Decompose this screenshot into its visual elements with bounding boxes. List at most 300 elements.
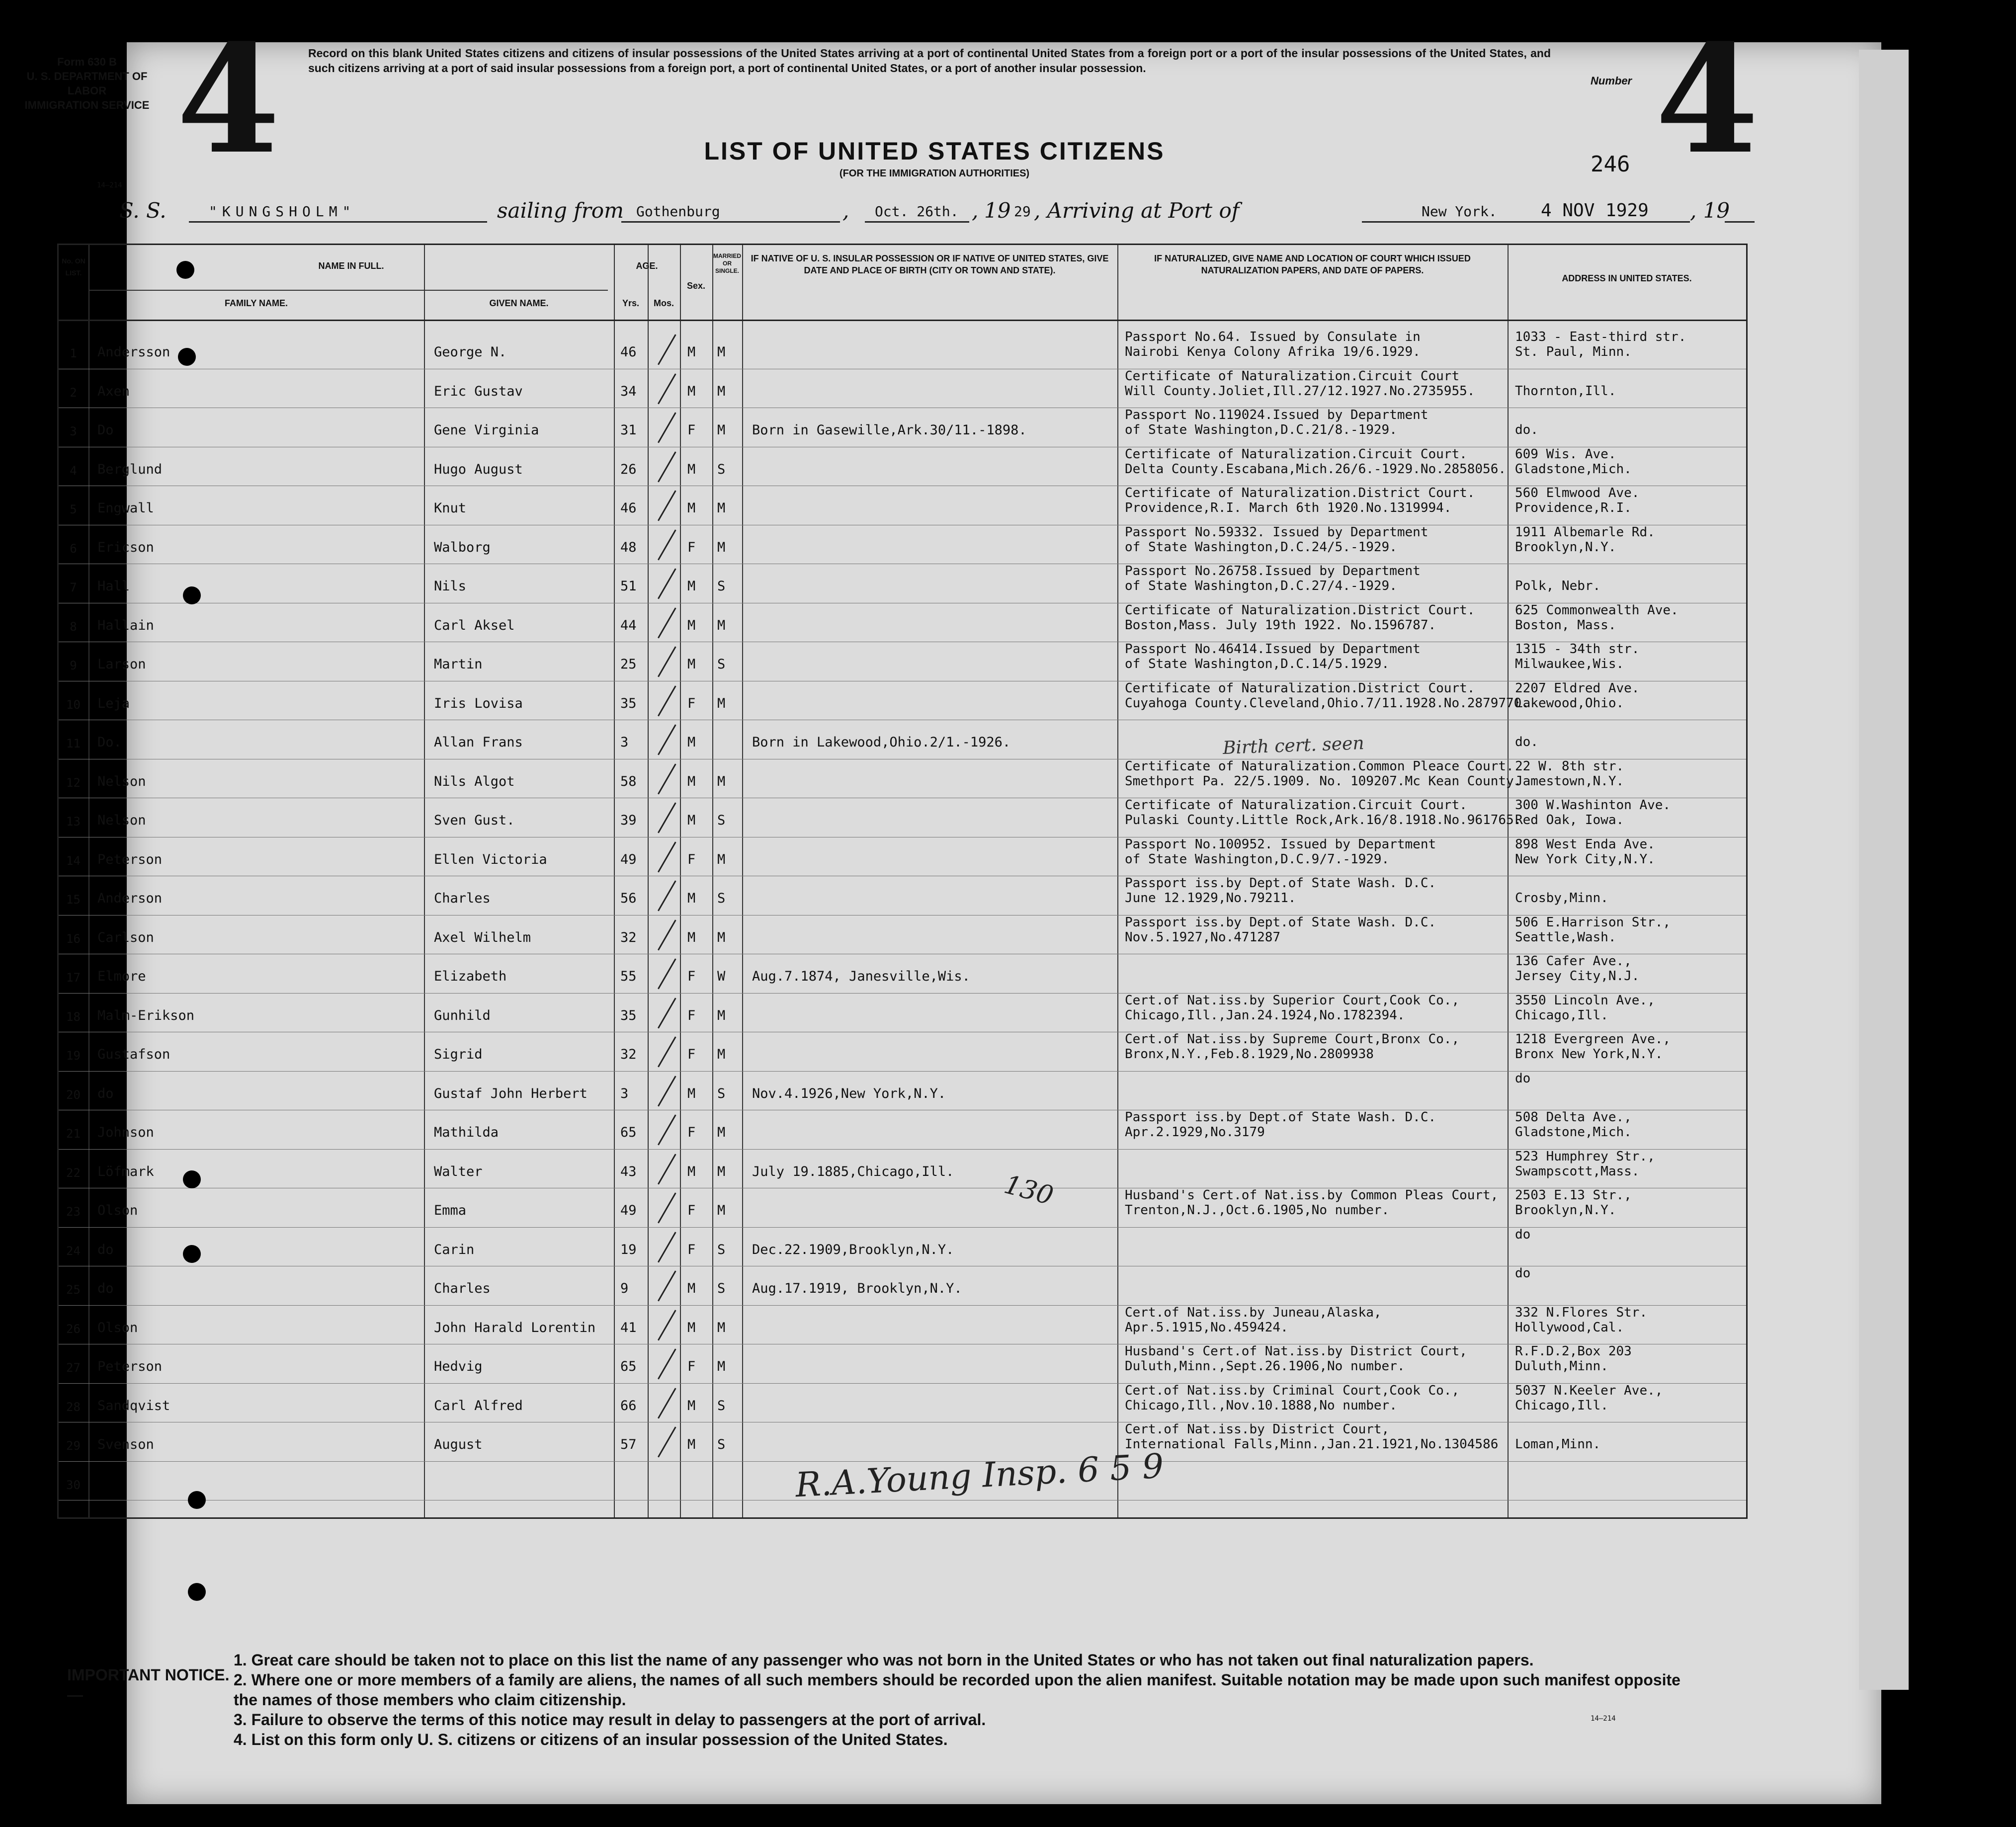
col-name-in-full: NAME IN FULL. <box>318 261 384 271</box>
cell-family: do <box>97 1242 114 1257</box>
cell-ms: M <box>717 1203 726 1218</box>
col-birth: IF NATIVE OF U. S. INSULAR POSSESSION OR IF NATIVE OF UNITED STATES, GIVE DATE AND PLACE OF BIRTH (CITY OR TOWN AND STATE). <box>751 253 1109 275</box>
cell-sex: M <box>687 461 696 477</box>
cell-given: Ellen Victoria <box>434 851 547 867</box>
cell-birth: Nov.4.1926,New York,N.Y. <box>752 1085 946 1101</box>
cell-family: Anderson <box>97 891 163 906</box>
record-instructions: Record on this blank United States citizens and citizens of insular possessions of the United States arriving at a port of continental United States from a foreign port or a port of the insular possessions of the United States, and such citizens arriving at a port of said insular possessions from a foreign port, a port of continental United States, or a port of another insular possession. <box>308 47 1551 75</box>
cell-naturalization: Cert.of Nat.iss.by Criminal Court,Cook Co., <box>1125 1383 1460 1398</box>
service-name: IMMIGRATION SERVICE <box>24 99 150 111</box>
cell-family: do <box>97 1281 114 1296</box>
cell-ms: S <box>717 657 726 672</box>
check-mark <box>658 880 676 911</box>
cell-naturalization: Passport iss.by Dept.of State Wash. D.C. <box>1125 1110 1436 1125</box>
cell-family: Malm-Erikson <box>97 1007 195 1023</box>
notice-heading: IMPORTANT NOTICE.— <box>67 1666 230 1704</box>
cell-sex: M <box>687 813 696 828</box>
cell-sex: M <box>687 929 696 945</box>
cell-naturalization: Chicago,Ill.,Nov.10.1888,No number. <box>1125 1398 1397 1413</box>
cell-ms: M <box>717 929 726 945</box>
row-rule <box>59 1383 1746 1384</box>
cell-address: Swampscott,Mass. <box>1515 1163 1640 1179</box>
notice-item-4: 4. List on this form only U. S. citizens or citizens of an insular possession of the United States. <box>234 1731 948 1748</box>
row-number: 15 <box>66 893 81 907</box>
punch-hole <box>183 586 201 604</box>
cell-address: 2503 E.13 Str., <box>1515 1188 1632 1203</box>
row-number: 11 <box>66 737 81 750</box>
notice-item-1: 1. Great care should be taken not to place on this list the name of any passenger who was not born in the United States or who has not taken out final naturalization papers. <box>234 1651 1534 1669</box>
punch-hole <box>176 261 194 279</box>
cell-given: Carl Alfred <box>434 1398 523 1413</box>
cell-address: Gladstone,Mich. <box>1515 461 1632 477</box>
cell-yrs: 41 <box>620 1320 637 1335</box>
cell-sex: M <box>687 1320 696 1335</box>
cell-sex: M <box>687 891 696 906</box>
cell-address: do <box>1515 1071 1531 1086</box>
cell-yrs: 35 <box>620 1007 637 1023</box>
cell-sex: F <box>687 422 696 438</box>
cell-sex: M <box>687 1398 696 1413</box>
cell-naturalization: Certificate of Naturalization.District Court. <box>1125 486 1475 500</box>
cell-birth: Born in Gasewille,Ark.30/11.-1898. <box>752 422 1027 438</box>
number-label: Number <box>1591 75 1632 87</box>
check-mark <box>658 334 676 365</box>
cell-yrs: 49 <box>620 1203 637 1218</box>
row-number: 28 <box>66 1400 81 1414</box>
form-number: Form 630 B <box>57 56 117 68</box>
cell-family: Axen <box>97 383 130 399</box>
cell-address: Seattle,Wash. <box>1515 929 1616 945</box>
cell-address: do. <box>1515 422 1538 437</box>
cell-naturalization: International Falls,Minn.,Jan.21.1921,No.1304586 <box>1125 1437 1499 1452</box>
col-sex: Sex. <box>686 281 706 291</box>
big-number-left: 4 <box>176 11 280 187</box>
cell-yrs: 9 <box>620 1281 629 1296</box>
handwritten-birth-cert-note: Birth cert. seen <box>1222 733 1365 758</box>
from-port: Gothenburg <box>636 203 720 220</box>
ship-name: "KUNGSHOLM" <box>209 203 356 220</box>
cell-yrs: 65 <box>620 1359 637 1374</box>
cell-ms: S <box>717 813 726 828</box>
form-code: 14—214 <box>97 181 122 189</box>
cell-address: 508 Delta Ave., <box>1515 1110 1632 1125</box>
cell-yrs: 44 <box>620 617 637 633</box>
cell-family: Nelson <box>97 773 146 789</box>
page-edge <box>1859 50 1909 1690</box>
cell-naturalization: Cuyahoga County.Cleveland,Ohio.7/11.1928.No.2879770. <box>1125 695 1529 711</box>
page-subtitle: (FOR THE IMMIGRATION AUTHORITIES) <box>839 168 1030 179</box>
cell-naturalization: Nov.5.1927,No.471287 <box>1125 929 1281 945</box>
cell-address: Bronx New York,N.Y. <box>1515 1047 1663 1062</box>
cell-naturalization: Smethport Pa. 22/5.1909. No. 109207.Mc Kean County. <box>1125 773 1522 789</box>
cell-address: Chicago,Ill. <box>1515 1007 1608 1023</box>
ss-label: S. S. <box>119 198 167 223</box>
check-mark <box>658 997 676 1028</box>
form-identification <box>20 55 154 112</box>
check-mark <box>658 412 676 443</box>
cell-ms: M <box>717 851 726 867</box>
cell-family: Carlson <box>97 929 154 945</box>
cell-address: 560 Elmwood Ave. <box>1515 486 1640 500</box>
cell-family: Olson <box>97 1203 138 1218</box>
big-number-right: 4 <box>1655 11 1759 187</box>
cell-sex: F <box>687 1007 696 1023</box>
row-number: 1 <box>70 346 77 360</box>
cell-given: Eric Gustav <box>434 383 523 399</box>
cell-address: Loman,Minn. <box>1515 1437 1601 1452</box>
row-number: 13 <box>66 815 81 829</box>
cell-sex: M <box>687 773 696 789</box>
cell-ms: M <box>717 500 726 516</box>
cell-given: Nils <box>434 579 467 594</box>
cell-given: Emma <box>434 1203 467 1218</box>
row-number: 16 <box>66 931 81 946</box>
cell-given: Iris Lovisa <box>434 695 523 711</box>
check-mark <box>658 1036 676 1067</box>
check-mark <box>658 568 676 599</box>
notice-item-2: 2. Where one or more members of a family are aliens, the names of all such members should be recorded upon the alien manifest. Suitable notation may be made upon such manifest opposite the names of those members who claim citizenship. <box>234 1671 1680 1709</box>
cell-address: 1911 Albemarle Rd. <box>1515 524 1655 540</box>
cell-family: Peterson <box>97 851 163 867</box>
cell-naturalization: June 12.1929,No.79211. <box>1125 891 1296 906</box>
punch-hole <box>188 1491 206 1509</box>
cell-ms: W <box>717 969 726 984</box>
cell-naturalization: of State Washington,D.C.14/5.1929. <box>1125 657 1390 671</box>
arrival-port: New York. <box>1422 203 1497 220</box>
cell-address: St. Paul, Minn. <box>1515 344 1632 359</box>
cell-naturalization: Passport iss.by Dept.of State Wash. D.C. <box>1125 914 1436 930</box>
sailing-label: sailing from <box>497 198 624 223</box>
cell-yrs: 46 <box>620 500 637 516</box>
check-mark <box>658 1232 676 1262</box>
cell-family: Gustafson <box>97 1047 170 1062</box>
cell-yrs: 26 <box>620 461 637 477</box>
row-number: 4 <box>70 463 77 478</box>
cell-ms: M <box>717 773 726 789</box>
col-married-single: MARRIED OR SINGLE. <box>713 252 741 274</box>
cell-yrs: 58 <box>620 773 637 789</box>
row-number: 24 <box>66 1244 81 1258</box>
cell-yrs: 32 <box>620 1047 637 1062</box>
cell-yrs: 55 <box>620 969 637 984</box>
row-number: 27 <box>66 1361 81 1375</box>
cell-naturalization: Passport No.59332. Issued by Department <box>1125 524 1428 540</box>
check-mark <box>658 724 676 755</box>
row-number: 7 <box>70 581 77 594</box>
cell-address: Providence,R.I. <box>1515 500 1632 515</box>
col-naturalized: IF NATURALIZED, GIVE NAME AND LOCATION OF COURT WHICH ISSUED NATURALIZATION PAPERS, AND DATE OF PAPERS. <box>1154 253 1471 275</box>
cell-family: Olson <box>97 1320 138 1335</box>
cell-sex: M <box>687 1163 696 1179</box>
cell-address: Brooklyn,N.Y. <box>1515 539 1616 555</box>
row-number: 30 <box>66 1478 81 1492</box>
cell-ms: M <box>717 695 726 711</box>
cell-address: Red Oak, Iowa. <box>1515 813 1624 828</box>
cell-address: Brooklyn,N.Y. <box>1515 1203 1616 1218</box>
cell-address: 898 West Enda Ave. <box>1515 836 1655 852</box>
notice-item-3: 3. Failure to observe the terms of this notice may result in delay to passengers at the port of arrival. <box>234 1711 986 1729</box>
cell-family: Do <box>97 422 114 438</box>
cell-naturalization: Cert.of Nat.iss.by District Court, <box>1125 1422 1390 1437</box>
cell-ms: M <box>717 344 726 360</box>
cell-yrs: 49 <box>620 851 637 867</box>
check-mark <box>658 802 676 833</box>
check-mark <box>658 451 676 482</box>
cell-address: 3550 Lincoln Ave., <box>1515 993 1655 1008</box>
cell-given: Axel Wilhelm <box>434 929 531 945</box>
cell-sex: F <box>687 1203 696 1218</box>
cell-naturalization: Passport No.119024.Issued by Department <box>1125 408 1428 422</box>
cell-naturalization: Passport No.46414.Issued by Department <box>1125 642 1421 657</box>
cell-yrs: 65 <box>620 1125 637 1140</box>
cell-address: 1218 Evergreen Ave., <box>1515 1032 1671 1047</box>
sailing-date: Oct. 26th. <box>875 203 959 220</box>
cell-sex: M <box>687 383 696 399</box>
cell-sex: M <box>687 735 696 750</box>
cell-address: Milwaukee,Wis. <box>1515 657 1624 671</box>
form-code-bottom: 14—214 <box>1591 1715 1616 1723</box>
cell-ms: M <box>717 1125 726 1140</box>
punch-hole <box>183 1170 201 1188</box>
department-name: U. S. DEPARTMENT OF LABOR <box>26 70 148 97</box>
cell-naturalization: Pulaski County.Little Rock,Ark.16/8.1918.No.961765. <box>1125 813 1522 828</box>
cell-naturalization: Nairobi Kenya Colony Afrika 19/6.1929. <box>1125 344 1421 359</box>
cell-naturalization: Apr.2.1929,No.3179 <box>1125 1125 1265 1140</box>
arriving-label: , Arriving at Port of <box>1034 198 1240 223</box>
cell-given: Gunhild <box>434 1007 491 1023</box>
cell-naturalization: Will County.Joliet,Ill.27/12.1927.No.2735955. <box>1125 383 1475 399</box>
cell-given: Hedvig <box>434 1359 483 1374</box>
cell-ms: M <box>717 539 726 555</box>
cell-address: Gladstone,Mich. <box>1515 1125 1632 1140</box>
cell-family: Berglund <box>97 461 163 477</box>
cell-yrs: 34 <box>620 383 637 399</box>
cell-family: Andersson <box>97 344 170 360</box>
cell-address: 1033 - East-third str. <box>1515 330 1686 344</box>
page-title: LIST OF UNITED STATES CITIZENS <box>704 137 1165 165</box>
cell-address: New York City,N.Y. <box>1515 851 1655 867</box>
cell-yrs: 35 <box>620 695 637 711</box>
cell-given: Charles <box>434 1281 491 1296</box>
cell-ms: M <box>717 422 726 438</box>
cell-naturalization: Certificate of Naturalization.Circuit Court. <box>1125 798 1467 813</box>
cell-naturalization: Certificate of Naturalization.District Court. <box>1125 602 1475 618</box>
cell-given: Nils Algot <box>434 773 515 789</box>
cell-naturalization: Duluth,Minn.,Sept.26.1906,No number. <box>1125 1359 1405 1374</box>
cell-sex: M <box>687 344 696 360</box>
cell-address: Crosby,Minn. <box>1515 891 1608 906</box>
cell-address: 506 E.Harrison Str., <box>1515 914 1671 930</box>
cell-naturalization: of State Washington,D.C.27/4.-1929. <box>1125 579 1397 593</box>
row-rule <box>59 993 1746 994</box>
cell-yrs: 19 <box>620 1242 637 1257</box>
cell-yrs: 66 <box>620 1398 637 1413</box>
cell-sex: M <box>687 1437 696 1452</box>
cell-address: 332 N.Flores Str. <box>1515 1305 1648 1320</box>
check-mark <box>658 607 676 638</box>
cell-yrs: 48 <box>620 539 637 555</box>
cell-naturalization: Cert.of Nat.iss.by Juneau,Alaska, <box>1125 1305 1382 1320</box>
cell-address: R.F.D.2,Box 203 <box>1515 1344 1632 1359</box>
cell-naturalization: of State Washington,D.C.24/5.-1929. <box>1125 539 1397 555</box>
cell-sex: M <box>687 579 696 594</box>
row-number: 8 <box>70 619 77 634</box>
punch-hole <box>183 1245 201 1263</box>
cell-address: Thornton,Ill. <box>1515 383 1616 399</box>
row-number: 14 <box>66 853 81 868</box>
check-mark <box>658 1310 676 1340</box>
cell-given: Carin <box>434 1242 475 1257</box>
cell-naturalization: of State Washington,D.C.9/7.-1929. <box>1125 851 1390 867</box>
cell-yrs: 39 <box>620 813 637 828</box>
cell-family: Elmore <box>97 969 146 984</box>
row-number: 21 <box>66 1127 81 1141</box>
cell-ms: S <box>717 461 726 477</box>
row-number: 12 <box>66 775 81 790</box>
cell-family: Hallain <box>97 617 154 633</box>
row-rule <box>59 1227 1746 1228</box>
cell-address: do. <box>1515 735 1538 749</box>
cell-naturalization: Certificate of Naturalization.District Court. <box>1125 680 1475 696</box>
cell-naturalization: Apr.5.1915,No.459424. <box>1125 1320 1288 1335</box>
cell-address: 523 Humphrey Str., <box>1515 1149 1655 1164</box>
check-mark <box>658 1076 676 1106</box>
cell-naturalization: Bronx,N.Y.,Feb.8.1929,No.2809938 <box>1125 1047 1374 1062</box>
cell-sex: F <box>687 539 696 555</box>
cell-family: Ericson <box>97 539 154 555</box>
check-mark <box>658 1388 676 1418</box>
cell-address: do <box>1515 1227 1531 1242</box>
cell-ms: M <box>717 1320 726 1335</box>
row-number: 26 <box>66 1322 81 1336</box>
cell-sex: M <box>687 617 696 633</box>
cell-naturalization: Cert.of Nat.iss.by Superior Court,Cook Co., <box>1125 993 1460 1008</box>
row-number: 6 <box>70 541 77 556</box>
cell-sex: F <box>687 695 696 711</box>
col-age: AGE. <box>636 261 658 271</box>
col-family-name: FAMILY NAME. <box>224 298 288 308</box>
cell-address: 2207 Eldred Ave. <box>1515 680 1640 696</box>
cell-ms: M <box>717 1007 726 1023</box>
cell-sex: F <box>687 1125 696 1140</box>
cell-ms: M <box>717 1163 726 1179</box>
col-given-name: GIVEN NAME. <box>489 298 549 308</box>
cell-birth: Dec.22.1909,Brooklyn,N.Y. <box>752 1242 954 1257</box>
passenger-table <box>57 244 1748 1519</box>
ship-line: S. S. "KUNGSHOLM" sailing from Gothenburg , Oct. 26th. , 19 29 , Arriving at Port of New York. 4 NOV 1929 , 19 <box>84 196 1735 226</box>
cell-yrs: 32 <box>620 929 637 945</box>
row-number: 9 <box>70 659 77 672</box>
cell-yrs: 25 <box>620 657 637 672</box>
cell-naturalization: Chicago,Ill.,Jan.24.1924,No.1782394. <box>1125 1007 1405 1023</box>
cell-naturalization: Certificate of Naturalization.Circuit Court. <box>1125 446 1467 462</box>
cell-naturalization: Passport No.26758.Issued by Department <box>1125 564 1421 579</box>
col-no-on-list: No. ON LIST. <box>62 257 85 277</box>
cell-given: Allan Frans <box>434 735 523 750</box>
check-mark <box>658 1426 676 1457</box>
cell-sex: F <box>687 851 696 867</box>
cell-given: Knut <box>434 500 467 516</box>
stamp-number: 246 <box>1591 152 1630 177</box>
cell-family: Larson <box>97 657 146 672</box>
cell-family: Engwall <box>97 500 154 516</box>
cell-address: Hollywood,Cal. <box>1515 1320 1624 1335</box>
cell-ms: M <box>717 1359 726 1374</box>
cell-naturalization: Husband's Cert.of Nat.iss.by Common Pleas Court, <box>1125 1188 1499 1203</box>
col-address: ADDRESS IN UNITED STATES. <box>1562 273 1692 283</box>
check-mark <box>658 1114 676 1145</box>
check-mark <box>658 958 676 989</box>
cell-ms: M <box>717 617 726 633</box>
cell-naturalization: Passport No.100952. Issued by Department <box>1125 836 1436 852</box>
cell-birth: Born in Lakewood,Ohio.2/1.-1926. <box>752 735 1011 750</box>
cell-address: Boston, Mass. <box>1515 617 1616 633</box>
cell-address: Lakewood,Ohio. <box>1515 695 1624 711</box>
cell-sex: M <box>687 1281 696 1296</box>
cell-naturalization: Passport No.64. Issued by Consulate in <box>1125 330 1421 344</box>
year-label: 19 <box>984 198 1011 223</box>
check-mark <box>658 1154 676 1184</box>
cell-given: August <box>434 1437 483 1452</box>
cell-naturalization: Passport iss.by Dept.of State Wash. D.C. <box>1125 876 1436 891</box>
cell-birth: July 19.1885,Chicago,Ill. <box>752 1163 954 1179</box>
cell-naturalization: Husband's Cert.of Nat.iss.by District Court, <box>1125 1344 1467 1359</box>
check-mark <box>658 1270 676 1301</box>
cell-yrs: 3 <box>620 1085 629 1101</box>
cell-ms: M <box>717 1047 726 1062</box>
row-number: 22 <box>66 1165 81 1180</box>
cell-given: Sven Gust. <box>434 813 515 828</box>
row-number: 25 <box>66 1283 81 1297</box>
cell-given: Elizabeth <box>434 969 507 984</box>
cell-address: 1315 - 34th str. <box>1515 642 1640 657</box>
cell-yrs: 31 <box>620 422 637 438</box>
cell-ms: S <box>717 1398 726 1413</box>
cell-family: Löfmark <box>97 1163 154 1179</box>
row-number: 5 <box>70 502 77 516</box>
cell-ms: S <box>717 1437 726 1452</box>
check-mark <box>658 841 676 872</box>
row-number: 10 <box>66 697 81 712</box>
cell-family: Peterson <box>97 1359 163 1374</box>
cell-given: Mathilda <box>434 1125 499 1140</box>
cell-family: Hall <box>97 579 130 594</box>
cell-address: 22 W. 8th str. <box>1515 758 1624 774</box>
col-yrs: Yrs. <box>622 298 640 308</box>
row-number: 17 <box>66 971 81 985</box>
cell-address: 136 Cafer Ave., <box>1515 954 1632 969</box>
cell-address: Jersey City,N.J. <box>1515 969 1640 984</box>
cell-address: Chicago,Ill. <box>1515 1398 1608 1413</box>
handwritten-number-note: 130 <box>1001 1169 1057 1211</box>
row-number: 19 <box>66 1049 81 1063</box>
arrival-date-stamp: 4 NOV 1929 <box>1541 200 1649 221</box>
cell-address: 5037 N.Keeler Ave., <box>1515 1383 1663 1398</box>
cell-given: Carl Aksel <box>434 617 515 633</box>
punch-hole <box>178 348 196 366</box>
cell-given: Martin <box>434 657 483 672</box>
col-mos: Mos. <box>653 298 674 308</box>
check-mark <box>658 646 676 677</box>
cell-ms: S <box>717 1281 726 1296</box>
cell-yrs: 57 <box>620 1437 637 1452</box>
arrival-year-label: , 19 <box>1690 198 1730 223</box>
cell-naturalization: Cert.of Nat.iss.by Supreme Court,Bronx Co., <box>1125 1032 1460 1047</box>
cell-given: George N. <box>434 344 507 360</box>
cell-sex: F <box>687 1242 696 1257</box>
row-number: 23 <box>66 1205 81 1219</box>
row-rule <box>59 1305 1746 1306</box>
